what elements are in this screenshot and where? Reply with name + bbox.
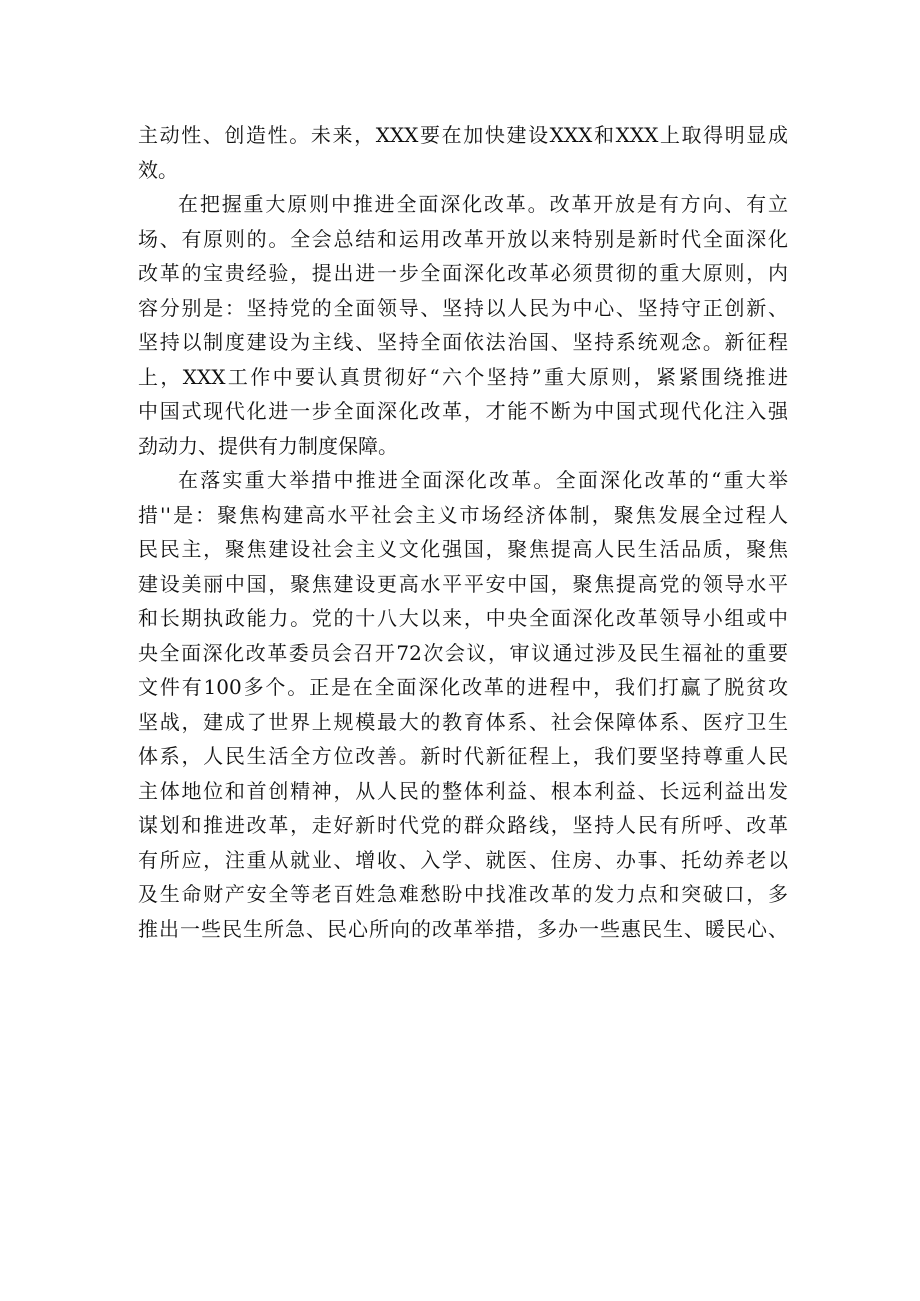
text-line: 央全面深化改革委员会召开72次会议，审议通过涉及民生福祉的重要 [138,640,788,665]
text-line: 上，XXX工作中要认真贯彻好“六个坚持”重大原则，紧紧围绕推进 [138,364,788,389]
text-line: 在把握重大原则中推进全面深化改革。改革开放是有方向、有立 [178,192,788,216]
text-line: 文件有100多个。正是在全面深化改革的进程中，我们打赢了脱贫攻 [138,675,788,699]
text-line: 中国式现代化进一步全面深化改革，才能不断为中国式现代化注入强 [138,399,788,423]
text-line: 有所应，注重从就业、增收、入学、就医、住房、办事、托幼养老以 [138,847,788,872]
text-line: 措''是：聚焦构建高水平社会主义市场经济体制，聚焦发展全过程人 [138,502,788,527]
text-line: 容分别是：坚持党的全面领导、坚持以人民为中心、坚持守正创新、 [138,295,788,320]
text-line: 在落实重大举措中推进全面深化改革。全面深化改革的“重大举 [178,468,788,492]
text-line: 主体地位和首创精神，从人民的整体利益、根本利益、长远利益出发 [138,778,788,803]
text-line: 和长期执政能力。党的十八大以来，中央全面深化改革领导小组或中 [138,606,788,630]
text-line: 场、有原则的。全会总结和运用改革开放以来特别是新时代全面深化 [138,226,788,251]
text-line: 谋划和推进改革，走好新时代党的群众路线，坚持人民有所呼、改革 [138,813,788,837]
text-line: 坚持以制度建设为主线、坚持全面依法治国、坚持系统观念。新征程 [138,330,788,354]
text-line: 坚战，建成了世界上规模最大的教育体系、社会保障体系、医疗卫生 [138,709,788,734]
text-line: 劲动力、提供有力制度保障。 [138,433,398,458]
text-line: 及生命财产安全等老百姓急难愁盼中找准改革的发力点和突破口，多 [138,882,788,906]
text-line: 体系，人民生活全方位改善。新时代新征程上，我们要坚持尊重人民 [138,744,788,768]
text-line: 效。 [138,157,178,182]
text-line: 改革的宝贵经验，提出进一步全面深化改革必须贯彻的重大原则，内 [138,261,788,285]
text-line: 推出一些民生所急、民心所向的改革举措，多办一些惠民生、暖民心、 [138,916,788,941]
text-line: 主动性、创造性。未来，XXX要在加快建设XXX和XXX上取得明显成 [138,123,788,147]
paragraph-major-measures [138,463,788,946]
paragraph-major-principles [138,187,788,463]
document-body [138,118,788,946]
text-line: 建设美丽中国，聚焦建设更高水平平安中国，聚焦提高党的领导水平 [138,571,788,596]
paragraph-continuation [138,118,788,187]
text-line: 民民主，聚焦建设社会主义文化强国，聚焦提高人民生活品质，聚焦 [138,537,788,561]
